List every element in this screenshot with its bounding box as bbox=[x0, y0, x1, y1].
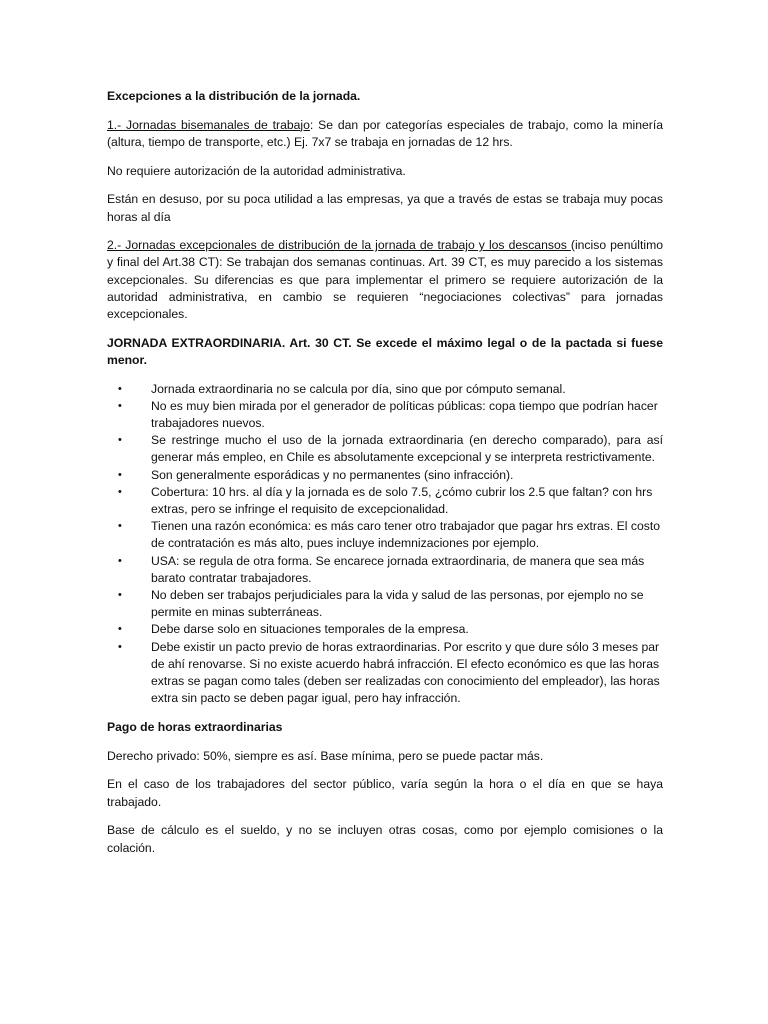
list-item-text: No es muy bien mirada por el generador de políticas públicas: copa tiempo que podrían hacer trabajadores nuevos. bbox=[151, 398, 658, 431]
list-item-text: Se restringe mucho el uso de la jornada extraordinaria (en derecho comparado), para así generar más empleo, en Chile es absolutamente excepcional y se interpreta restrictivamente. bbox=[151, 433, 663, 465]
bullet-icon: • bbox=[118, 485, 122, 498]
list-item bbox=[107, 398, 663, 432]
list-item-text: No deben ser trabajos perjudiciales para la vida y salud de las personas, por ejemplo no se permite en minas subterráneas. bbox=[151, 588, 644, 620]
document-page bbox=[107, 88, 663, 868]
document-title: Excepciones a la distribución de la jornada. bbox=[107, 89, 361, 103]
list-item-text: Jornada extraordinaria no se calcula por día, sino que por cómputo semanal. bbox=[151, 381, 566, 396]
excepcionales-text: (inciso penúltimo y final del Art.38 CT): Se trabajan dos semanas continuas. Art. 39 CT, es muy parecido a los sistemas excepcionales. Su diferencias es que para implementar el primero se requiere autorización de la autoridad administrativa, en cambio se requieren “negociaciones colectivas” para jornadas excepcionales. bbox=[107, 238, 664, 322]
paragraph-autorizacion: No requiere autorización de la autoridad administrativa. bbox=[107, 163, 406, 178]
paragraph-bisemanales bbox=[107, 117, 663, 151]
paragraph-derecho-privado: Derecho privado: 50%, siempre es así. Base mínima, pero se puede pactar más. bbox=[107, 748, 544, 763]
heading-pago-horas: Pago de horas extraordinarias bbox=[107, 720, 283, 734]
paragraph-base-calculo: Base de cálculo es el sueldo, y no se incluyen otras cosas, como por ejemplo comisiones o la colación. bbox=[107, 823, 663, 855]
list-item-text: USA: se regula de otra forma. Se encarece jornada extraordinaria, de manera que sea más barato contratar trabajadores. bbox=[151, 553, 645, 585]
list-item bbox=[107, 432, 663, 466]
list-item bbox=[107, 587, 663, 621]
bisemanales-text: : Se dan por categorías especiales de trabajo, como la minería (altura, tiempo de transporte, etc.) Ej. 7x7 se trabaja en jornadas de 12 hrs. bbox=[107, 117, 664, 149]
list-item-text: Cobertura: 10 hrs. al día y la jornada es de solo 7.5, ¿cómo cubrir los 2.5 que faltan? con hrs extras, pero se infringe el requisito de excepcionalidad. bbox=[151, 484, 653, 517]
heading-jornada-extraordinaria: JORNADA EXTRAORDINARIA. Art. 30 CT. Se excede el máximo legal o de la pactada si fuese menor. bbox=[107, 335, 663, 367]
bullet-list bbox=[107, 381, 663, 708]
paragraph-sector-publico: En el caso de los trabajadores del sector público, varía según la hora o el día en que se haya trabajado. bbox=[107, 777, 663, 809]
excepcionales-label: 2.- Jornadas excepcionales de distribución de la jornada de trabajo y los descansos bbox=[107, 238, 571, 253]
list-item bbox=[107, 621, 663, 638]
bullet-icon: • bbox=[118, 623, 122, 636]
list-item-text: Debe darse solo en situaciones temporales de la empresa. bbox=[151, 622, 469, 637]
paragraph-desuso: Están en desuso, por su poca utilidad a las empresas, ya que a través de estas se trabaja muy pocas horas al día bbox=[107, 192, 663, 224]
list-item bbox=[107, 518, 663, 552]
bullet-icon: • bbox=[118, 468, 122, 481]
bullet-icon: • bbox=[118, 382, 122, 395]
list-item-text: Son generalmente esporádicas y no permanentes (sino infracción). bbox=[151, 467, 514, 482]
bullet-icon: • bbox=[118, 589, 122, 602]
list-item bbox=[107, 467, 663, 484]
bullet-icon: • bbox=[118, 520, 122, 533]
list-item-text: Debe existir un pacto previo de horas extraordinarias. Por escrito y que dure sólo 3 meses par de ahí renovarse. Si no existe acuerdo habrá infracción. El efecto económico es que las horas extras se pagan como tales (deben ser realizadas con conocimiento del empleador), las horas extra sin pacto se deben pagar igual, pero hay infracción. bbox=[151, 639, 660, 706]
bullet-icon: • bbox=[118, 640, 122, 653]
bullet-icon: • bbox=[118, 434, 122, 447]
list-item bbox=[107, 381, 663, 398]
list-item bbox=[107, 553, 663, 587]
list-item bbox=[107, 639, 663, 708]
paragraph-excepcionales bbox=[107, 237, 663, 323]
list-item-text: Tienen una razón económica: es más caro tener otro trabajador que pagar hrs extras. El costo de contratación es más alto, pues incluye indemnizaciones por ejemplo. bbox=[151, 519, 660, 551]
bullet-icon: • bbox=[118, 554, 122, 567]
list-item bbox=[107, 484, 663, 518]
bisemanales-label: 1.- Jornadas bisemanales de trabajo bbox=[107, 117, 310, 132]
bullet-icon: • bbox=[118, 399, 122, 412]
